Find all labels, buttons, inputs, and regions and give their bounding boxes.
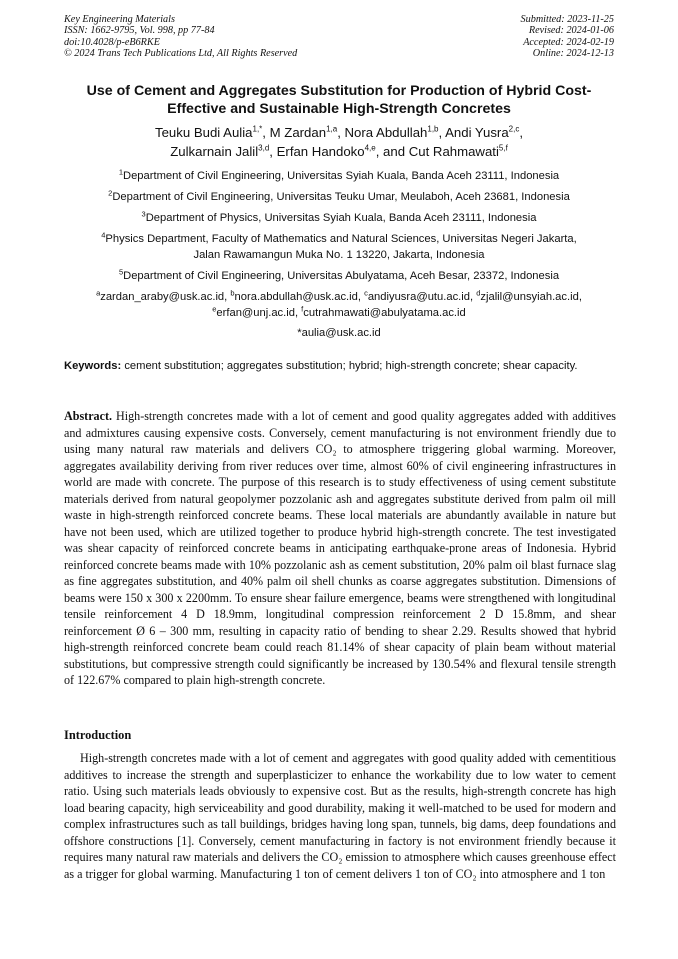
keywords-label: Keywords: xyxy=(64,360,122,372)
keywords-section xyxy=(64,359,616,373)
abstract-text: High-strength concretes made with a lot of cement and good quality aggregates added with additives and admixtures causing expensive costs. Conversely, cement manufacturing is not environment friendly due to using many natural raw materials and delivers CO₂ to atmosphere triggering global warming. Moreover, aggregates availability deriving from river reduces over time, almost 60% of civil engineering infrastructures in world are made with concrete. The purpose of this research is to study effectiveness of using cement substitute materials derived from natural geopolymer pozzolanic ash and aggregates substitute derived from palm oil mill waste in high-strength reinforced concrete beams. These local materials are abundantly available in nature but have not been used, which are utilized together to produce hybrid high-strength concrete. The test investigated was shear capacity of reinforced concrete beams in anticipating earthquake-prone areas of Indonesia. Hybrid reinforced concrete beams made with 10% pozzolanic ash as cement substitution, 20% palm oil blast furnace slag as fine aggregates substitution, and 40% palm oil shell chunks as coarse aggregates substitution. Dimensions of beams were 150 x 300 x 2200mm. To ensure shear failure emergence, beams were strengthened with longitudinal tensile reinforcement 4 D 18.9mm, longitudinal compression reinforcement 2 D 15.8mm, and shear reinforcement Ø 6 – 300 mm, resulting in capacity ratio of bending to shear 2.29. Results showed that hybrid high-strength reinforced concrete beam could reach 81.14% of shear capacity of plain beam without material substitutions, but compressive strength could significantly be increased by 130.54% and flexural tensile strength of 122.67% compared to plain high-strength concrete. xyxy=(64,409,616,687)
author: Cut Rahmawati$^{5,f}$ xyxy=(408,143,508,159)
author: Teuku Budi Aulia$^{1,*}$ xyxy=(154,124,263,140)
article-doi[interactable]: doi:10.4028/p-eB6RKE xyxy=(64,36,160,48)
header-left xyxy=(64,14,297,60)
abstract-section xyxy=(64,408,616,689)
email[interactable]: $^f$cutrahmawati@abulyatama.ac.id xyxy=(301,304,466,319)
abstract-label: Abstract. xyxy=(64,409,113,423)
introduction-heading: Introduction xyxy=(64,728,132,742)
email[interactable]: $^b$nora.abdullah@usk.ac.id xyxy=(230,288,358,303)
author: M Zardan$^{1,a}$ xyxy=(269,124,338,140)
email[interactable]: $^e$erfan@unj.ac.id xyxy=(212,304,295,319)
affiliation-4: $^4$Physics Department, Faculty of Mathematics and Natural Sciences, Universitas Negeri Jakarta, Jalan Rawamangun Muka No. 1 13220, Jakarta, Indonesia xyxy=(101,230,577,261)
submitted-date: Submitted: 2023-11-25 xyxy=(520,14,614,25)
author-list: Teuku Budi Aulia$^{1,*}$, M Zardan$^{1,a}$, Nora Abdullah$^{1,b}$, Andi Yusra$^{2,c}$, Zulkarnain Jalil$^{3,d}$, Erfan Handoko$^{4,e}$, and Cut Rahmawati$^{5,f}$ xyxy=(154,124,523,159)
email[interactable]: $^d$zjalil@unsyiah.ac.id xyxy=(476,288,579,303)
header-right xyxy=(521,14,614,60)
affiliation-1: $^1$Department of Civil Engineering, Universitas Syiah Kuala, Banda Aceh 23111, Indonesia xyxy=(118,167,560,182)
affiliation-3: $^3$Department of Physics, Universitas Syiah Kuala, Banda Aceh 23111, Indonesia xyxy=(141,209,537,224)
author: Andi Yusra$^{2,c}$ xyxy=(445,124,520,140)
paper-title: Use of Cement and Aggregates Substitution for Production of Hybrid Cost-Effective and Sustainable High-Strength Concretes xyxy=(86,83,592,117)
journal-issn: ISSN: 1662-9795, Vol. 998, pp 77-84 xyxy=(64,25,215,37)
email[interactable]: $^c$andiyusra@utu.ac.id xyxy=(364,288,470,303)
corresponding-email[interactable]: *aulia@usk.ac.id xyxy=(297,327,381,339)
keywords-text: cement substitution; aggregates substitution; hybrid; high-strength concrete; shear capacity. xyxy=(124,360,578,372)
revised-date: Revised: 2024-01-06 xyxy=(528,25,614,37)
online-date: Online: 2024-12-13 xyxy=(532,48,614,60)
email[interactable]: $^a$zardan_araby@usk.ac.id xyxy=(96,288,225,303)
copyright-line: © 2024 Trans Tech Publications Ltd, All Rights Reserved xyxy=(64,48,298,60)
journal-name: Key Engineering Materials xyxy=(64,14,175,25)
author: Erfan Handoko$^{4,e}$ xyxy=(276,143,376,159)
author: Nora Abdullah$^{1,b}$ xyxy=(344,124,439,140)
introduction-text: High-strength concretes made with a lot of cement and aggregates with good quality added with cementitious additives to increase the strength and superplasticizer to enhance the workability due to low water to cement ratio. Using such materials leads obviously to expensive cost. But as the results, high-strength concrete has high load bearing capacity, high serviceability and good durability, making it well-matched to be used for modern and complex infrastructures such as tall buildings, bridges having long span, tunnels, big dams, deep foundations and offshore constructions [1]. Conversely, cement manufacturing in factory is not environment friendly because it requires many natural raw materials and delivers the CO₂ emission to atmosphere which causes greenhouse effect as a trigger for global warming. Manufacturing 1 ton of cement delivers 1 ton of CO₂ into atmosphere and 1 ton xyxy=(64,751,616,881)
email-list: $^a$zardan_araby@usk.ac.id, $^b$nora.abdullah@usk.ac.id, $^c$andiyusra@utu.ac.id, $^d$zjalil@unsyiah.ac.id, $^e$erfan@unj.ac.id, $^f$cutrahmawati@abulyatama.ac.id xyxy=(96,288,582,319)
affiliation-5: $^5$Department of Civil Engineering, Universitas Abulyatama, Aceh Besar, 23372, Indonesia xyxy=(118,267,560,282)
author: Zulkarnain Jalil$^{3,d}$ xyxy=(170,143,270,159)
affiliation-2: $^2$Department of Civil Engineering, Universitas Teuku Umar, Meulaboh, Aceh 23681, Indonesia xyxy=(108,188,570,203)
accepted-date: Accepted: 2024-02-19 xyxy=(523,36,614,48)
